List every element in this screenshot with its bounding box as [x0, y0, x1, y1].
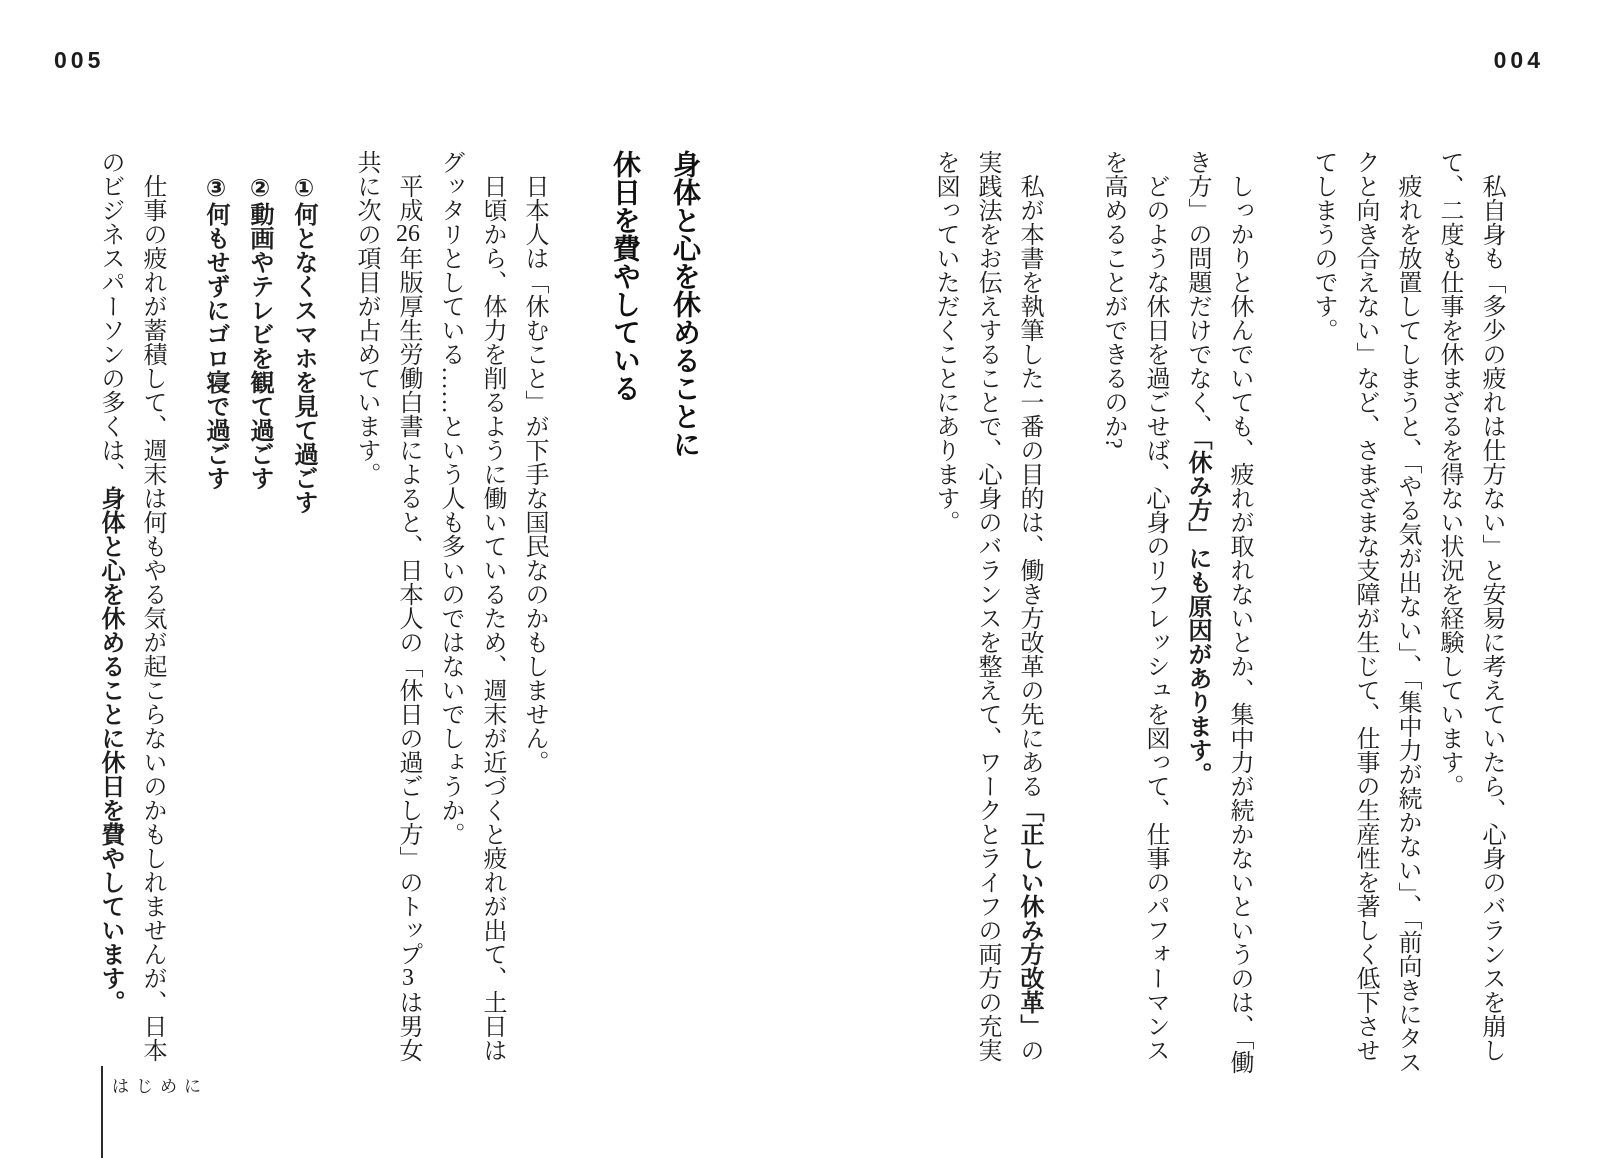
text-segment: 私が本書を執筆した一番の目的は、働き方改革の先にある: [1016, 174, 1042, 798]
text-segment: 私自身も「多少の疲れは仕方ない」と安易に考えていたら、心身のバランスを崩して、二度も仕事を休まざるを得ない状況を経験しています。: [1436, 150, 1504, 1062]
text-segment: どのような休日を過ごせば、心身のリフレッシュを図って、仕事のパフォーマンスを高めることができるのか?: [1100, 150, 1168, 1062]
paragraph: [345, 150, 429, 1082]
paragraph: [89, 150, 173, 1082]
text-segment: 平成: [395, 174, 421, 222]
section-heading-line2: 休日を費やしている: [610, 150, 641, 402]
list-item: ③何もせずにゴロ寝で過ごす: [202, 174, 229, 490]
text-segment: 年版厚生労働白書によると、日本人の「休日の過ごし方」のトップ: [395, 246, 421, 966]
tate-chu-yoko-number: 26: [396, 222, 420, 246]
page-right: [800, 0, 1600, 1158]
tate-chu-yoko-number: 3: [402, 966, 414, 990]
section-heading: [595, 150, 715, 850]
footer-section-label: はじめに: [112, 1077, 208, 1096]
page-number-left: 005: [54, 47, 105, 73]
text-segment-bold: 身体と心を休めることに休日を費やしています。: [97, 486, 124, 1014]
text-segment: 疲れを放置してしまうと、「やる気が出ない」、「集中力が続かない」、「前向きにタスクと向き合えない」など、さまざまな支障が生じて、仕事の生産性を著しく低下させてしまうのです。: [1310, 150, 1420, 1074]
text-segment: 日頃から、体力を削るように働いているため、週末が近づくと疲れが出て、土日はグッタリとしている……という人も多いのではないでしょうか。: [437, 150, 505, 1062]
paragraph: [1176, 150, 1260, 1082]
footer-rule: [101, 1066, 103, 1158]
paragraph: [1092, 150, 1176, 1082]
text-segment: 日本人は「休むこと」が下手な国民なのかもしません。: [521, 174, 547, 774]
section-heading-line1: 身体と心を休めることに: [670, 150, 701, 458]
paragraph: [513, 150, 555, 1082]
text-segment: 仕事の疲れが蓄積して、週末は何もやる気が起こらないのかもしれませんが、日本のビジネスパーソンの多くは、: [97, 150, 165, 1062]
paragraph: [1428, 150, 1512, 1082]
paragraph: [1302, 150, 1428, 1082]
list-item: ①何となくスマホを見て過ごす: [290, 174, 317, 514]
paragraph: [924, 150, 1050, 1082]
page-left-body-text: [89, 150, 555, 1082]
list-item: ②動画やテレビを観て過ごす: [246, 174, 273, 490]
text-segment: の実践法をお伝えすることで、心身のバランスを整えて、ワークとライフの両方の充実を図っていただくことにあります。: [932, 150, 1042, 1062]
page-number-right: 004: [1493, 47, 1544, 73]
paragraph: [429, 150, 513, 1082]
text-segment-bold: 「正しい休み方改革」: [1016, 798, 1043, 1038]
page-right-body-text: [924, 150, 1512, 1082]
text-segment: は男女共に次の項目が占めています。: [353, 150, 421, 1062]
text-segment: しっかりと休んでいても、疲れが取れないとか、集中力が続かないというのは、「働き方」の問題だけでなく、: [1184, 150, 1252, 1074]
text-segment-bold: 「休み方」にも原因があります。: [1184, 438, 1211, 786]
